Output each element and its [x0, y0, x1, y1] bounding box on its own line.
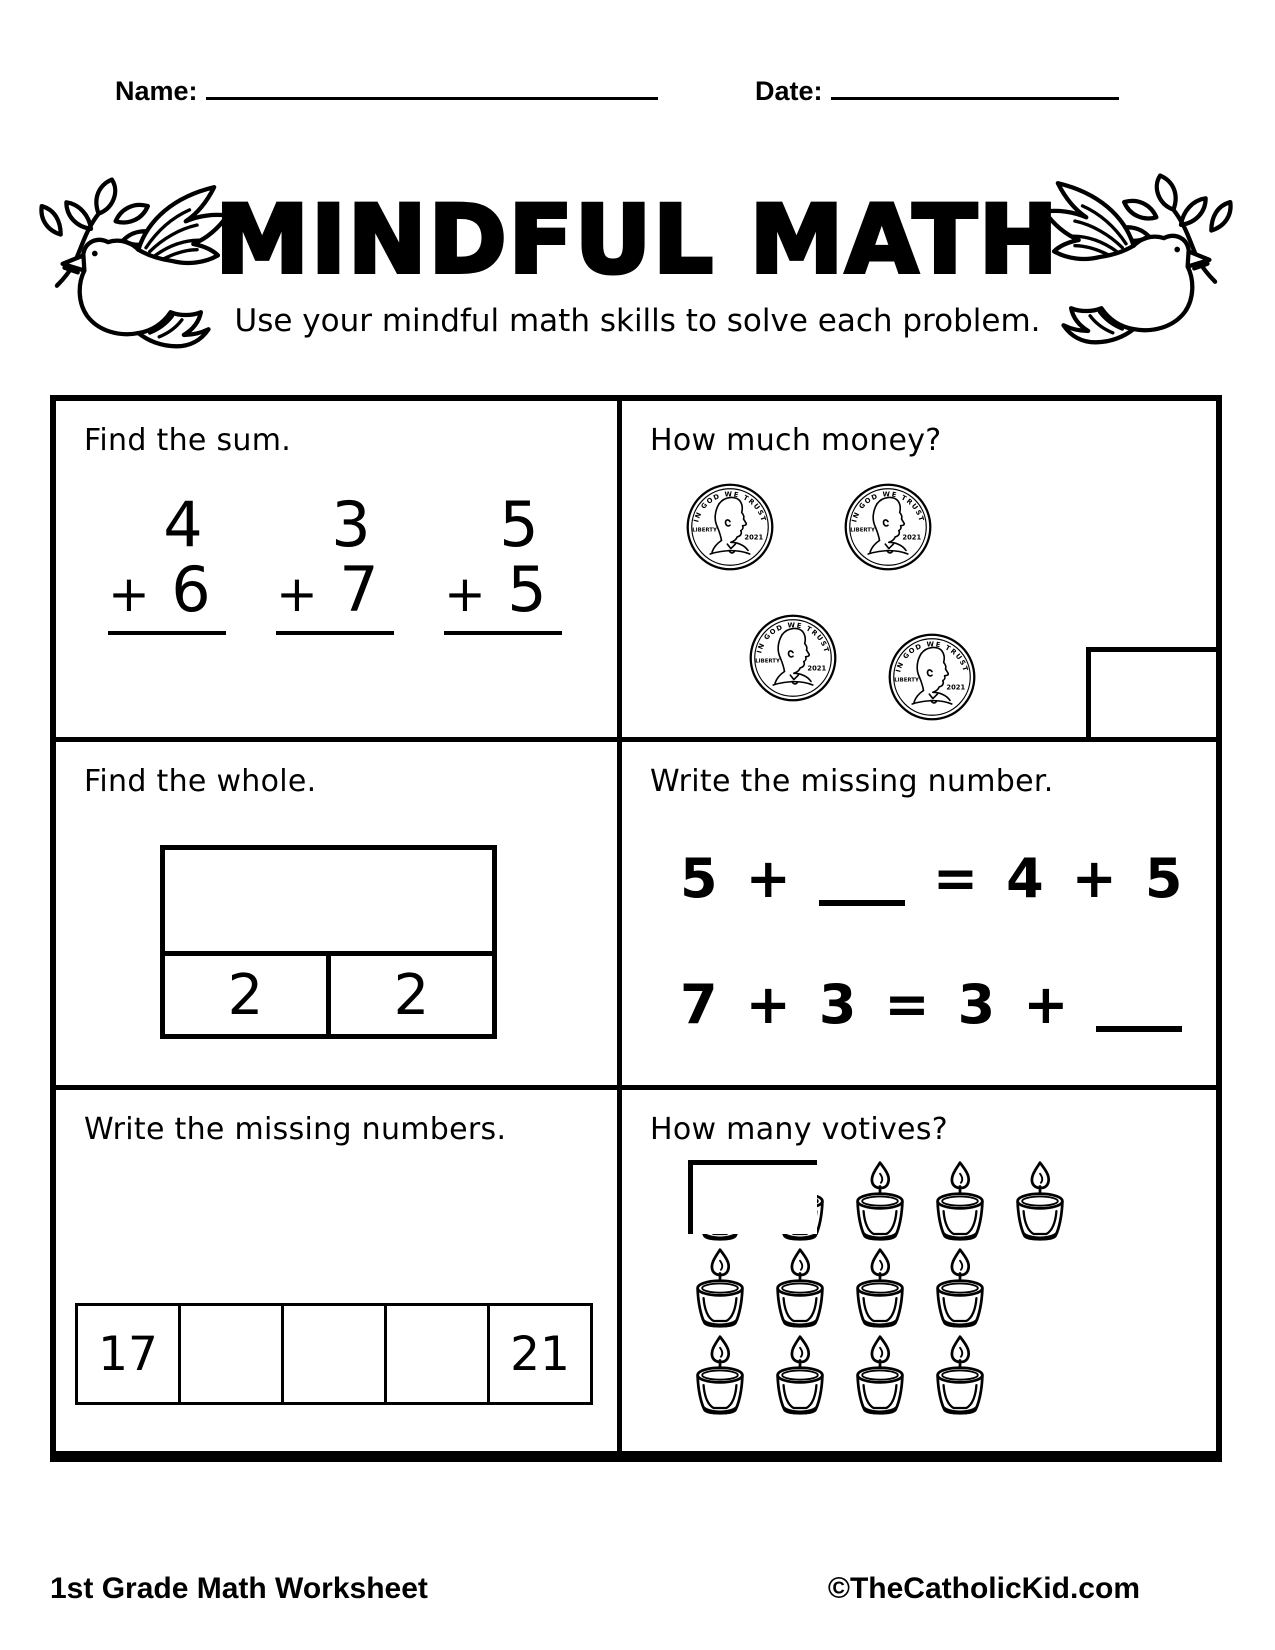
- sum-problem: [276, 488, 394, 635]
- problem-label: How much money?: [650, 423, 942, 458]
- sum-problems: [108, 488, 562, 635]
- penny-coin-icon: [887, 632, 977, 722]
- eq-token: +: [1023, 973, 1069, 1036]
- eq-token: =: [932, 847, 979, 910]
- eq-token: 3: [957, 973, 996, 1036]
- worksheet-grid: [50, 395, 1222, 1462]
- number-sequence: [75, 1303, 593, 1405]
- money-answer-box[interactable]: [1086, 647, 1216, 737]
- sequence-cell[interactable]: [384, 1303, 490, 1405]
- date-label: Date:: [755, 76, 823, 106]
- plus-sign: +: [276, 565, 318, 624]
- answer-blank[interactable]: [1096, 992, 1182, 1032]
- eq-token: 5: [1144, 847, 1183, 910]
- sequence-cell[interactable]: [178, 1303, 284, 1405]
- votive-candle-icon: [848, 1247, 912, 1331]
- eq-token: 3: [818, 973, 857, 1036]
- problem-missing-numbers: [56, 1090, 622, 1451]
- eq-token: +: [745, 973, 791, 1036]
- eq-token: =: [884, 973, 930, 1036]
- footer-worksheet-label: 1st Grade Math Worksheet: [50, 1572, 428, 1605]
- addend-bottom: 5: [507, 553, 547, 627]
- plus-sign: +: [444, 565, 486, 624]
- votives-answer-box[interactable]: [688, 1160, 817, 1234]
- footer-credit: ©TheCatholicKid.com: [827, 1572, 1140, 1605]
- date-write-line[interactable]: [831, 78, 1119, 100]
- addend-top: 5: [499, 488, 539, 561]
- sum-problem: [444, 488, 562, 635]
- penny-coin-icon: [685, 482, 775, 572]
- problem-label: How many votives?: [650, 1112, 948, 1147]
- eq-token: 5: [680, 847, 718, 910]
- votive-candle-icon: [928, 1334, 992, 1418]
- addend-bottom: 6: [171, 553, 211, 627]
- name-write-line[interactable]: [206, 78, 658, 100]
- votive-candle-icon: [848, 1160, 912, 1244]
- votive-row: [688, 1334, 1072, 1419]
- addend-top: 3: [331, 488, 371, 561]
- votive-candle-icon: [848, 1334, 912, 1418]
- votive-candle-icon: [1008, 1160, 1072, 1244]
- sequence-cell: 21: [487, 1303, 593, 1405]
- parts-row: [165, 956, 492, 1034]
- votive-row: [688, 1247, 1072, 1332]
- problem-label: Find the sum.: [84, 423, 292, 458]
- addend-bottom-row: [276, 553, 394, 627]
- problem-label: Write the missing number.: [650, 764, 1054, 799]
- equation-row: [680, 847, 1183, 910]
- answer-blank[interactable]: [819, 866, 905, 906]
- problem-label: Write the missing numbers.: [84, 1112, 507, 1147]
- votive-candle-icon: [928, 1247, 992, 1331]
- date-field: [755, 76, 1119, 107]
- addend-bottom-row: [444, 553, 562, 627]
- addend-top: 4: [163, 488, 203, 561]
- equation-row: [680, 973, 1182, 1036]
- part-part-whole-diagram: [160, 845, 497, 1039]
- eq-token: 4: [1006, 847, 1044, 910]
- problem-find-sum: [56, 401, 622, 742]
- sequence-cell[interactable]: [281, 1303, 387, 1405]
- sequence-cell: 17: [75, 1303, 181, 1405]
- eq-token: +: [1071, 847, 1117, 910]
- addend-bottom-row: [108, 553, 226, 627]
- penny-coin-icon: [843, 482, 933, 572]
- sum-problem: [108, 488, 226, 635]
- name-field: [115, 76, 658, 107]
- problem-missing-number: [622, 742, 1216, 1090]
- plus-sign: +: [108, 565, 150, 624]
- part-box: 2: [393, 962, 430, 1028]
- whole-box[interactable]: [165, 850, 492, 956]
- votive-candle-icon: [768, 1247, 832, 1331]
- votive-candle-icon: [768, 1334, 832, 1418]
- problem-label: Find the whole.: [84, 764, 317, 799]
- part-box: 2: [165, 956, 331, 1034]
- equations: [680, 847, 1183, 1036]
- addend-bottom: 7: [339, 553, 379, 627]
- name-label: Name:: [115, 76, 198, 106]
- problem-find-whole: [56, 742, 622, 1090]
- votive-candle-icon: [928, 1160, 992, 1244]
- eq-token: 7: [680, 973, 718, 1036]
- penny-coin-icon: [748, 613, 838, 703]
- eq-token: +: [745, 847, 791, 910]
- votive-candle-icon: [688, 1247, 752, 1331]
- votive-candle-icon: [688, 1334, 752, 1418]
- page-subtitle: Use your mindful math skills to solve each problem.: [234, 303, 1041, 339]
- problem-votives: [622, 1090, 1216, 1451]
- problem-money: [622, 401, 1216, 742]
- page-title: MINDFUL MATH: [215, 186, 1060, 295]
